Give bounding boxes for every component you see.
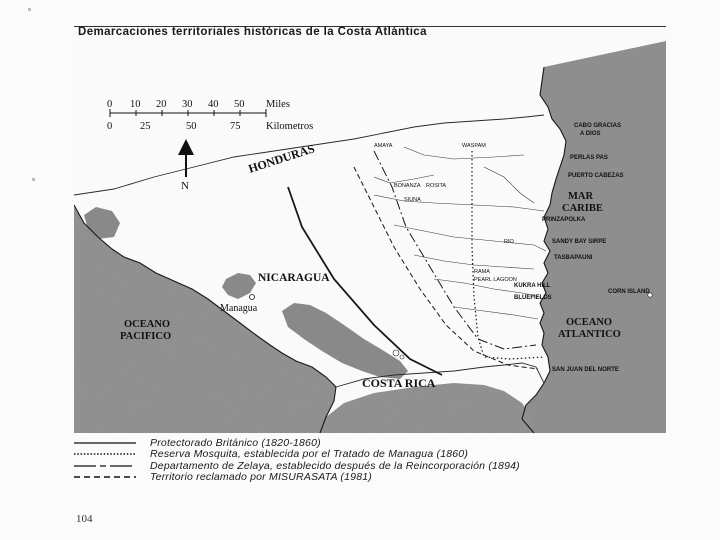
legend-item	[74, 460, 674, 472]
miles-tick: 30	[182, 99, 193, 110]
label-sandy-bay: SANDY BAY SIRPE	[552, 239, 607, 245]
legend-dash-long-line-icon	[74, 462, 136, 470]
label-oceano-atlantico-1: OCEANO	[566, 317, 613, 328]
label-amaya: AMAYA	[374, 143, 393, 149]
label-managua: Managua	[220, 303, 258, 314]
km-tick: 50	[186, 121, 197, 132]
label-tasbapauni: TASBAPAUNI	[554, 255, 593, 261]
legend-text: Reserva Mosquita, establecida por el Tratado de Managua (1860)	[150, 448, 469, 461]
label-nicaragua: NICARAGUA	[258, 272, 330, 284]
page-number: 104	[76, 513, 93, 525]
label-mar-caribe-2: CARIBE	[562, 203, 603, 214]
label-waspam: WASPAM	[462, 143, 486, 149]
legend-solid-line-icon	[74, 439, 136, 447]
label-oceano-atlantico-2: ATLANTICO	[558, 329, 621, 340]
km-tick: 25	[140, 121, 151, 132]
legend	[74, 437, 674, 497]
label-pearl-lagoon: PEARL LAGOON	[474, 277, 517, 283]
scan-speck	[32, 178, 35, 181]
km-tick: 0	[107, 121, 113, 132]
label-siuna: SIUNA	[404, 197, 421, 203]
miles-tick: 0	[107, 99, 113, 110]
label-san-juan-del-norte: SAN JUAN DEL NORTE	[552, 367, 619, 373]
label-corn-island: CORN ISLAND	[608, 289, 650, 295]
km-label: Kilometros	[266, 121, 314, 132]
label-cabo-gracias: CABO GRACIAS	[574, 123, 622, 129]
label-kukra-hill: KUKRA HILL	[514, 283, 551, 289]
legend-dotted-line-icon	[74, 450, 136, 458]
label-puerto-cabezas: PUERTO CABEZAS	[568, 173, 624, 179]
label-perlas: PERLAS PAS	[570, 155, 608, 161]
km-tick: 75	[230, 121, 241, 132]
label-rosita: ROSITA	[426, 183, 447, 189]
miles-tick: 20	[156, 99, 167, 110]
legend-item	[74, 437, 674, 449]
label-prinzapolka: PRINZAPOLKA	[542, 217, 586, 223]
label-costa-rica: COSTA RICA	[362, 376, 436, 390]
legend-dashed-line-icon	[74, 473, 136, 481]
map-frame	[74, 26, 666, 433]
managua-marker-icon	[250, 295, 255, 300]
label-bonanza: BONANZA	[394, 183, 421, 189]
north-label: N	[181, 180, 189, 192]
label-bluefields: BLUEFIELDS	[514, 295, 552, 301]
label-a-dios: A DIOS	[580, 131, 601, 137]
miles-label: Miles	[266, 99, 290, 110]
label-honduras: HONDURAS	[246, 141, 317, 176]
miles-tick: 40	[208, 99, 219, 110]
label-oceano-pacifico-1: OCEANO	[124, 319, 171, 330]
legend-text: Departamento de Zelaya, establecido después de la Reincorporación (1894)	[150, 459, 520, 472]
legend-item	[74, 449, 674, 461]
legend-text: Protectorado Británico (1820-1860)	[150, 436, 321, 449]
label-mar-caribe-1: MAR	[568, 191, 594, 202]
miles-tick: 10	[130, 99, 141, 110]
miles-tick: 50	[234, 99, 245, 110]
label-rio: RIO	[504, 239, 514, 245]
legend-text: Territorio reclamado por MISURASATA (1981)	[150, 471, 372, 484]
map-title: Demarcaciones territoriales históricas de la Costa Atlántica	[78, 26, 427, 38]
map-svg	[74, 27, 666, 433]
legend-item	[74, 472, 674, 484]
label-rama: RAMA	[474, 269, 490, 275]
label-oceano-pacifico-2: PACIFICO	[120, 331, 172, 342]
scan-speck	[28, 8, 31, 11]
